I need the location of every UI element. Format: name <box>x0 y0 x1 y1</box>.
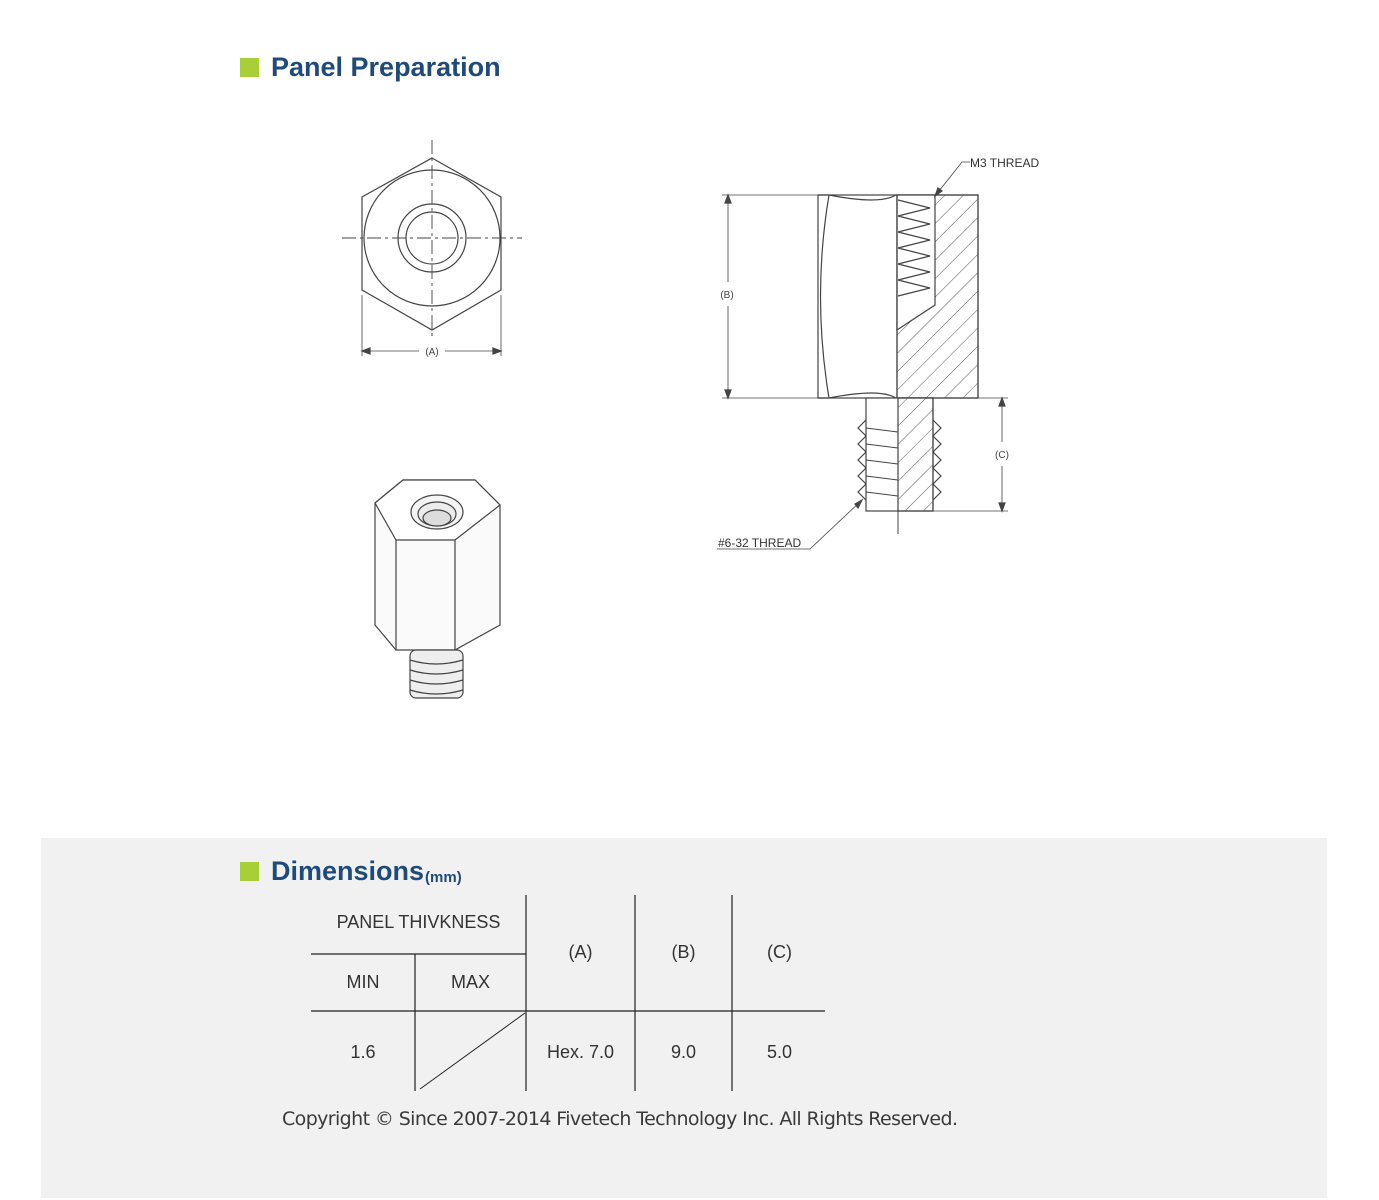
dim-a-label: (A) <box>425 347 439 358</box>
row-a-value: Hex. 7.0 <box>546 1042 615 1062</box>
copyright-text: Copyright © Since 2007-2014 Fivetech Technology Inc. All Rights Reserved. <box>282 1108 958 1130</box>
row-c-value: 5.0 <box>766 1042 793 1062</box>
square-bullet-icon <box>240 862 259 881</box>
col-c-header: (C) <box>767 942 792 962</box>
section-view <box>717 162 1008 549</box>
min-header: MIN <box>346 972 380 992</box>
dimensions-table <box>311 895 827 1091</box>
dim-c-label: (C) <box>995 450 1009 461</box>
row-b-value: 9.0 <box>670 1042 697 1062</box>
dim-b-label: (B) <box>720 290 734 301</box>
col-a-header: (A) <box>568 942 593 962</box>
standoff-3d-view <box>375 480 500 698</box>
row-min-value: 1.6 <box>350 1042 376 1062</box>
panel-thickness-header: PANEL THIVKNESS <box>336 912 501 932</box>
m3-thread-label: M3 THREAD <box>970 156 1040 170</box>
max-header: MAX <box>450 972 490 992</box>
hex-top-view <box>342 140 522 356</box>
dimensions-title: Dimensions <box>271 856 425 886</box>
col-b-header: (B) <box>671 942 696 962</box>
dimensions-heading <box>240 856 462 887</box>
thread-6-32-label: #6-32 THREAD <box>718 536 802 550</box>
panel-preparation-title: Panel Preparation <box>271 52 501 82</box>
dimensions-unit: (mm) <box>425 869 462 886</box>
